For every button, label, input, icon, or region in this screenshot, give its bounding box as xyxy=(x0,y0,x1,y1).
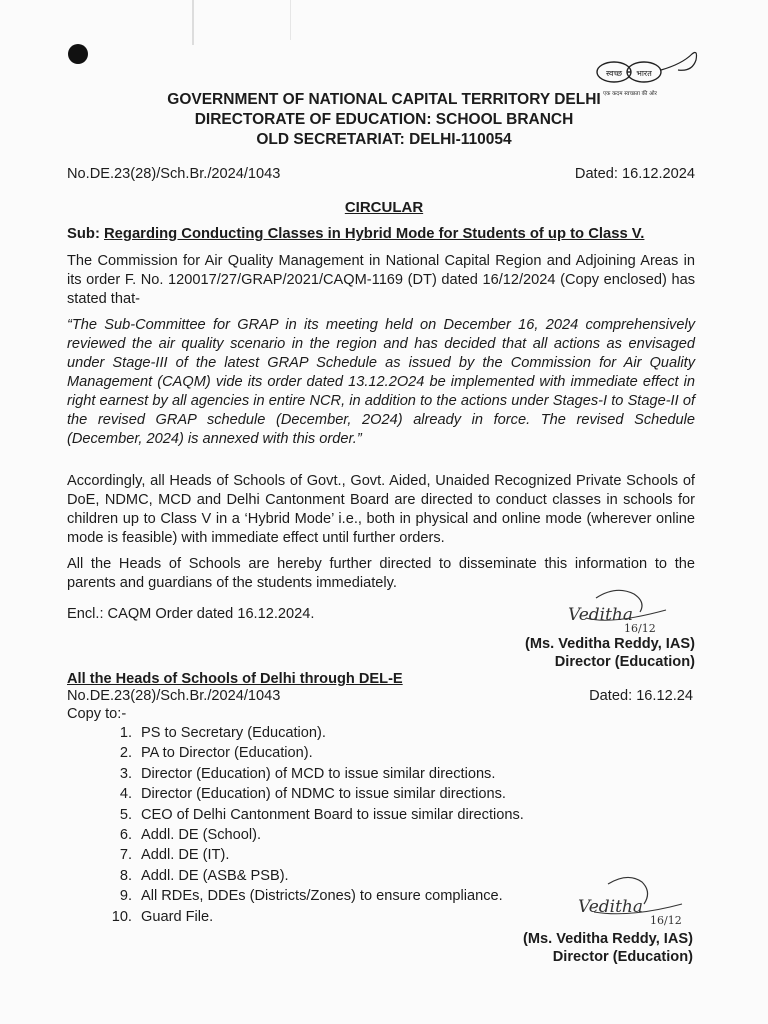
reference-number-2: No.DE.23(28)/Sch.Br./2024/1043 xyxy=(67,688,281,704)
list-item: 5. CEO of Delhi Cantonment Board to issue similar directions. xyxy=(119,806,524,823)
list-item: 4. Director (Education) of NDMC to issue similar directions. xyxy=(119,786,506,803)
enclosure: Encl.: CAQM Order dated 16.12.2024. xyxy=(67,606,315,622)
scan-artifact xyxy=(290,0,291,40)
list-item: 2. PA to Director (Education). xyxy=(119,745,313,762)
list-item: 9. All RDEs, DDEs (Districts/Zones) to ensure compliance. xyxy=(119,888,503,905)
header-line-2: DIRECTORATE OF EDUCATION: SCHOOL BRANCH xyxy=(194,111,574,128)
reference-date: Dated: 16.12.2024 xyxy=(574,166,695,182)
quoted-order: “The Sub-Committee for GRAP in its meeting held on December 16, 2024 comprehensively reviewed the air quality scenario in the region and has decided that all actions as envisaged under Stage-III of the latest GRAP Schedule as issued by the Commission for Air Quality Management (CAQM) vide its order dated 13.12.2O24 be implemented with immediate effect in right earnest by all agencies in entire NCR, in addition to the actions under Stages-I to Stage-II of the revised GRAP schedule (December, 2O24) already in force. The revised Schedule (December, 2024) is annexed with this order.” xyxy=(67,317,695,447)
reference-date-2: Dated: 16.12.24 xyxy=(589,688,693,704)
reference-number: No.DE.23(28)/Sch.Br./2024/1043 xyxy=(67,166,281,182)
logo-text-right: भारत xyxy=(636,69,652,78)
list-item: 3. Director (Education) of MCD to issue similar directions. xyxy=(119,765,496,782)
copy-to-list xyxy=(110,723,524,927)
copy-to-label: Copy to:- xyxy=(67,706,127,722)
list-item: 8. Addl. DE (ASB& PSB). xyxy=(119,867,289,884)
header-line-3: OLD SECRETARIAT: DELHI-110054 xyxy=(256,131,512,148)
recipients-line: All the Heads of Schools of Delhi through DEL-E xyxy=(67,671,403,687)
punch-hole-mark xyxy=(68,44,88,64)
list-item: 10. Guard File. xyxy=(111,908,214,925)
header-line-1: GOVERNMENT OF NATIONAL CAPITAL TERRITORY DELHI xyxy=(167,91,601,108)
signatory-2-name: (Ms. Veditha Reddy, IAS) xyxy=(522,931,693,947)
signature-2-date-note: 16/12 xyxy=(650,914,682,927)
signatory-2-designation: Director (Education) xyxy=(552,949,693,965)
logo-text-left: स्वच्छ xyxy=(605,69,623,78)
list-item: 1. PS to Secretary (Education). xyxy=(119,725,326,741)
logo-tagline: एक कदम स्वच्छता की ओर xyxy=(603,91,657,97)
paragraph-2: Accordingly, all Heads of Schools of Govt., Govt. Aided, Unaided Recognized Private Schools of DoE, NDMC, MCD and Delhi Cantonment Board are directed to conduct classes in schools for children up to Class V in a ‘Hybrid Mode’ i.e., both in physical and online mode (wherever online mode is feasible) with immediate effect until further orders. xyxy=(67,473,695,546)
signature-1-date-note: 16/12 xyxy=(624,622,656,635)
paragraph-3: All the Heads of Schools are hereby further directed to disseminate this information to the parents and guardians of the students immediately. xyxy=(67,556,695,591)
signatory-1-designation: Director (Education) xyxy=(554,654,695,670)
subject-text: Regarding Conducting Classes in Hybrid Mode for Students of up to Class V. xyxy=(104,226,645,242)
scan-artifact xyxy=(192,0,194,45)
signature-2-scribble: Veditha xyxy=(578,897,644,917)
list-item: 6. Addl. DE (School). xyxy=(119,826,262,843)
signature-1-scribble: Veditha xyxy=(568,605,634,625)
subject-prefix: Sub: xyxy=(67,226,100,242)
signature-1 xyxy=(556,580,681,640)
circular-title: CIRCULAR xyxy=(344,199,424,216)
signature-2 xyxy=(570,870,695,930)
subject-line xyxy=(67,225,644,244)
list-item: 7. Addl. DE (IT). xyxy=(119,847,230,864)
signatory-1-name: (Ms. Veditha Reddy, IAS) xyxy=(524,636,695,652)
paragraph-1: The Commission for Air Quality Management in National Capital Region and Adjoining Areas in its order F. No. 120017/27/GRAP/2021/CAQM-1169 (DT) dated 16/12/2024 (Copy enclosed) has stated that- xyxy=(67,253,695,307)
